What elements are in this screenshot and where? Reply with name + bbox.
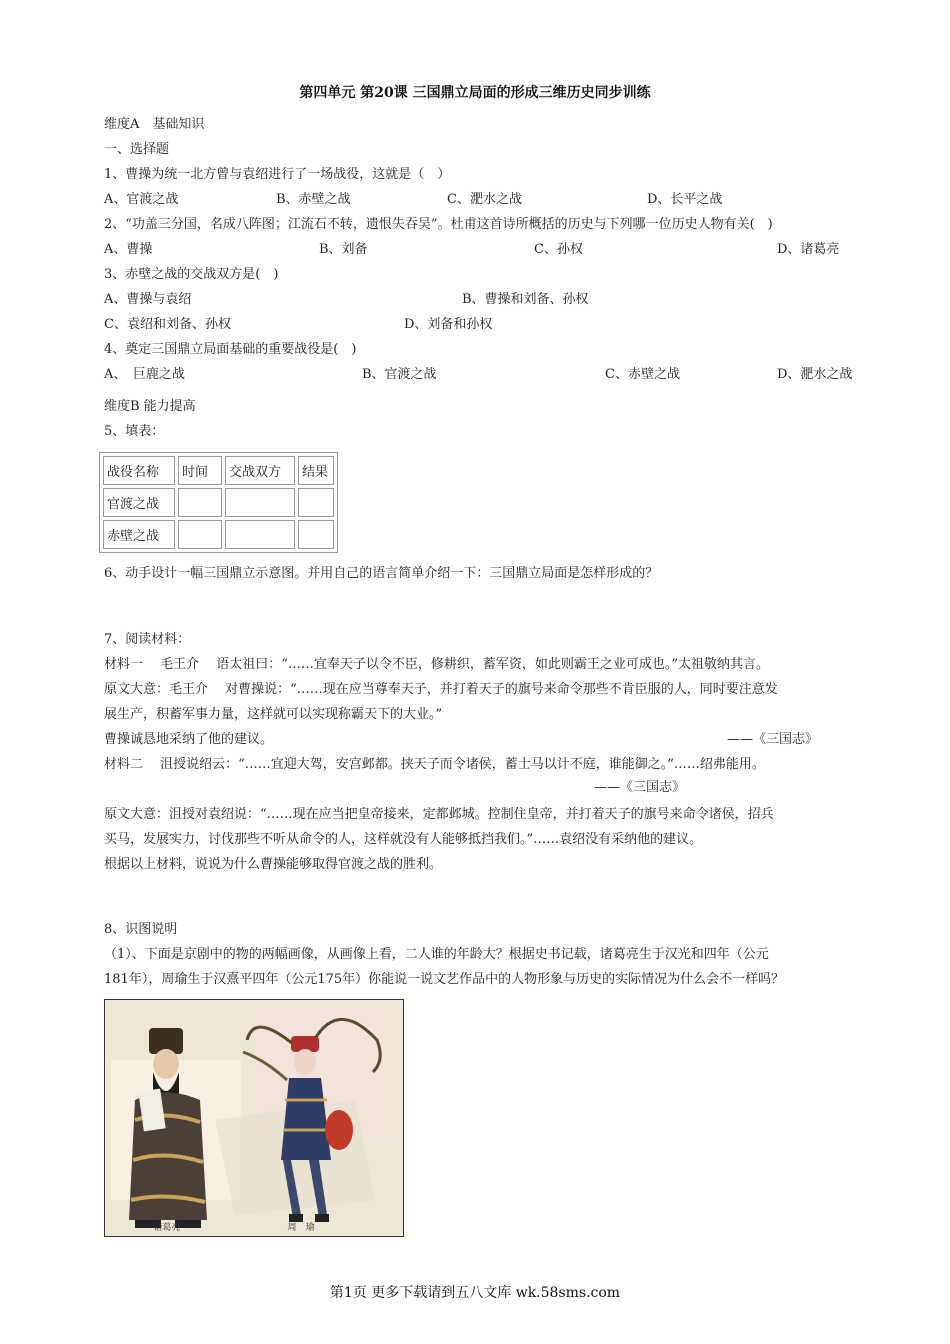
question-5: 5、填表： [104, 424, 165, 439]
table-header-cell: 交战双方 [225, 456, 295, 485]
table-header-cell: 战役名称 [103, 456, 175, 485]
material-2-translation-line-2: 买马，发展实力，讨伐那些不听从命令的人，这样就没有人能够抵挡我们。”……袁绍没有采纳他的建议。 [104, 832, 703, 847]
q4-option-d: D、淝水之战 [777, 367, 853, 382]
q2-option-b: B、刘备 [319, 242, 368, 257]
material-1-conclusion: 曹操诚恳地采纳了他的建议。 [104, 732, 274, 747]
q3-option-b: B、曹操和刘备、孙权 [462, 292, 589, 307]
table-blank-cell [178, 488, 222, 517]
question-8-paragraph-line-1: （1）、下面是京剧中的物的两幅画像，从画像上看，二人谁的年龄大？根据史书记载，诸葛亮生于汉光和四年（公元 [104, 947, 769, 962]
table-row-label: 赤壁之战 [103, 520, 175, 549]
q2-option-c: C、孙权 [534, 242, 583, 257]
question-2: 2、“功盖三分国，名成八阵图；江流石不转，遗恨失吞吴”。杜甫这首诗所概括的历史与下列哪一位历史人物有关( ) [104, 217, 773, 232]
q3-option-c: C、袁绍和刘备、孙权 [104, 317, 231, 332]
q3-option-a: A、曹操与袁绍 [104, 292, 192, 307]
table-blank-cell [298, 488, 334, 517]
battle-table [99, 452, 338, 553]
q3-option-d: D、刘备和孙权 [404, 317, 493, 332]
table-header-cell: 结果 [298, 456, 334, 485]
question-7-prompt: 根据以上材料，说说为什么曹操能够取得官渡之战的胜利。 [104, 857, 443, 872]
opera-figures-image [104, 999, 404, 1237]
table-row [103, 488, 334, 517]
material-1-translation-line-1: 原文大意：毛王介 对曹操说：“……现在应当尊奉天子，并打着天子的旗号来命令那些不肯臣服的人，同时要注意发 [104, 682, 778, 697]
material-1-translation-line-2: 展生产，积蓄军事力量，这样就可以实现称霸天下的大业。” [104, 707, 443, 722]
material-2: 材料二 沮授说绍云：“……宜迎大驾，安宫邺都。挟天子而令诸侯，蓄士马以计不庭，谁能御之。”……绍弗能用。 [104, 757, 765, 772]
q1-option-d: D、长平之战 [647, 192, 723, 207]
table-header-cell: 时间 [178, 456, 222, 485]
section-b-heading: 维度B 能力提高 [104, 399, 196, 414]
source-citation-1: ——《三国志》 [727, 732, 819, 747]
question-8-paragraph-line-2: 181年），周瑜生于汉熹平四年（公元175年）你能说一说文艺作品中的人物形象与历史的实际情况为什么会不一样吗？ [104, 972, 785, 987]
table-row-label: 官渡之战 [103, 488, 175, 517]
table-blank-cell [225, 520, 295, 549]
q4-option-c: C、赤壁之战 [605, 367, 680, 382]
page-footer: 第1页 更多下载请到五八文库 wk.58sms.com [329, 1285, 621, 1301]
question-1: 1、曹操为统一北方曾与袁绍进行了一场战役，这就是（ ） [104, 167, 451, 182]
image-label-zhou-yu: 周 瑜 [287, 1223, 315, 1233]
q1-option-a: A、官渡之战 [104, 192, 179, 207]
part-1-heading: 一、选择题 [104, 142, 170, 157]
opera-illustration-svg [105, 1000, 403, 1236]
question-7-heading: 7、阅读材料： [104, 632, 191, 647]
table-header-row [103, 456, 334, 485]
q4-option-a: A、 巨鹿之战 [104, 367, 185, 382]
source-citation-2: ——《三国志》 [594, 780, 686, 795]
q1-option-c: C、淝水之战 [447, 192, 522, 207]
q4-option-b: B、官渡之战 [362, 367, 437, 382]
table-blank-cell [298, 520, 334, 549]
question-6: 6、动手设计一幅三国鼎立示意图。并用自己的语言简单介绍一下：三国鼎立局面是怎样形成的？ [104, 566, 659, 581]
material-2-translation-line-1: 原文大意：沮授对袁绍说：“……现在应当把皇帝接来，定都邺城。控制住皇帝，并打着天子的旗号来命令诸侯，招兵 [104, 807, 774, 822]
material-1: 材料一 毛王介 语太祖曰：“……宜奉天子以令不臣，修耕织，蓄军资，如此则霸王之业可成也。”太祖敬纳其言。 [104, 657, 770, 672]
q1-option-b: B、赤壁之战 [276, 192, 351, 207]
section-a-heading: 维度A 基础知识 [104, 117, 205, 132]
question-8-heading: 8、识图说明 [104, 922, 178, 937]
table-blank-cell [178, 520, 222, 549]
question-4: 4、奠定三国鼎立局面基础的重要战役是( ) [104, 342, 357, 357]
table-blank-cell [225, 488, 295, 517]
image-label-zhuge-liang: 诸葛亮 [153, 1223, 181, 1233]
question-3: 3、赤壁之战的交战双方是( ) [104, 267, 279, 282]
q2-option-a: A、曹操 [104, 242, 153, 257]
table-row [103, 520, 334, 549]
q2-option-d: D、诸葛亮 [777, 242, 840, 257]
page-title: 第四单元 第20课 三国鼎立局面的形成三维历史同步训练 [299, 85, 651, 101]
